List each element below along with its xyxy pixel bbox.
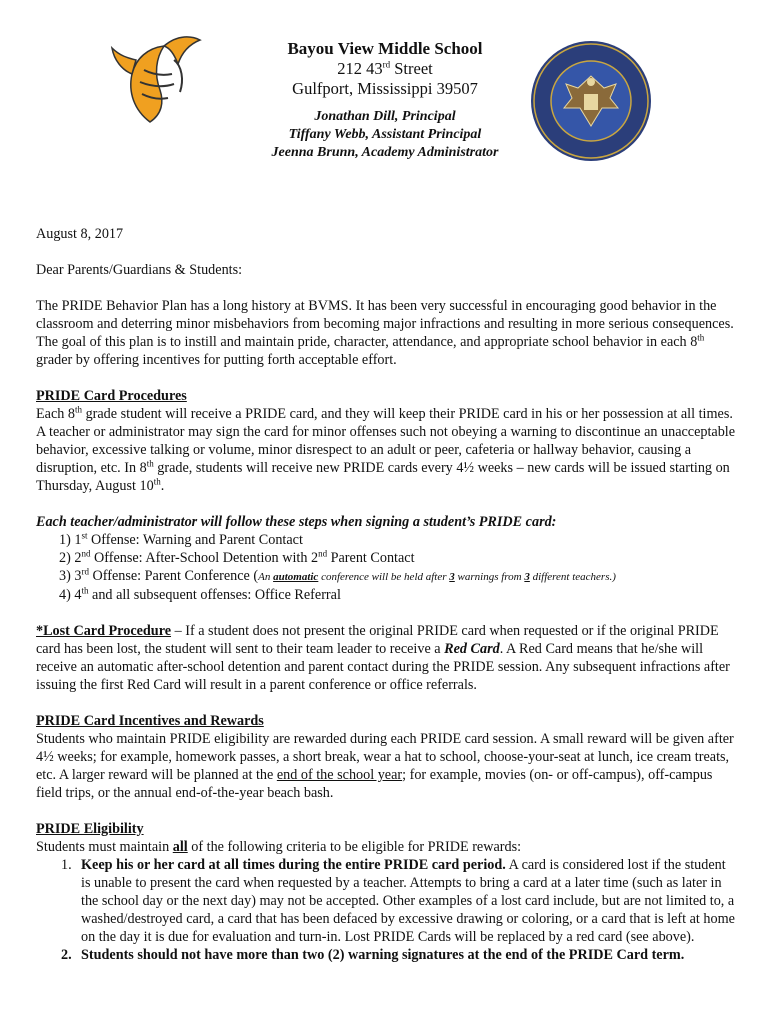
school-name: Bayou View Middle School (287, 39, 483, 58)
academy-admin-line: Jeenna Brunn, Academy Administrator (271, 145, 499, 160)
letterhead (180, 38, 590, 162)
procedures-title: PRIDE Card Procedures (36, 388, 187, 404)
intro-paragraph: The PRIDE Behavior Plan has a long history at BVMS. It has been very successful in encouraging good behavior in the classroom and deterring minor misbehaviors from becoming major infractions and resulting in more serious consequences. The goal of this plan is to instill and maintain pride, character, attendance, and appropriate school behavior in each 8th grader by offering incentives for putting forth acceptable effort. (36, 298, 734, 368)
principal-line: Jonathan Dill, Principal (314, 109, 456, 124)
eligibility-criteria-list (36, 856, 736, 964)
list-item: 2) 2nd Offense: After-School Detention with 2nd Parent Contact (59, 548, 415, 566)
lost-card-paragraph: *Lost Card Procedure – If a student does not present the original PRIDE card when requested or if the original PRIDE card has been lost, the student will sent to their team leader to receive a Red Card. A Red Card means that he/she will receive an automatic after-school detention and parent contact during the PRIDE session. Any subsequent infractions after issuing the first Red Card will result in a parent conference or office referrals. (36, 623, 730, 693)
letter-date: August 8, 2017 (36, 226, 124, 242)
school-city: Gulfport, Mississippi 39507 (292, 79, 478, 98)
list-item: 4) 4th and all subsequent offenses: Office Referral (59, 585, 341, 603)
list-item: 3) 3rd Offense: Parent Conference (An automatic conference will be held after 3 warnings from 3 different teachers.) (59, 566, 616, 584)
incentives-title: PRIDE Card Incentives and Rewards (36, 713, 264, 729)
staff-list (180, 108, 590, 162)
salutation: Dear Parents/Guardians & Students: (36, 262, 243, 278)
eligibility-intro: Students must maintain all of the following criteria to be eligible for PRIDE rewards: (36, 839, 522, 855)
assistant-principal-line: Tiffany Webb, Assistant Principal (288, 127, 482, 142)
eligibility-title: PRIDE Eligibility (36, 821, 144, 837)
letter-body (36, 225, 736, 964)
steps-title: Each teacher/administrator will follow these steps when signing a student’s PRIDE card: (36, 514, 557, 530)
procedures-paragraph: Each 8th grade student will receive a PRIDE card, and they will keep their PRIDE card in his or her possession at all times. A teacher or administrator may sign the card for minor offenses such not obeying a warning to discontinue an unacceptable behavior, excessive talking or volume, minor disrespect to an adult or peer, cafeteria or hallway behavior, causing a disruption, etc. In 8th grade, students will receive new PRIDE cards every 4½ weeks – new cards will be issued starting on Thursday, August 10th. (36, 404, 736, 494)
list-item: 1. Keep his or her card at all times during the entire PRIDE card period. A card is considered lost if the student is unable to present the card when requested by a teacher. Attempts to bring a card at a later time (such as later in the school day or the next day) may not be accepted. Other examples of a lost card include, but are not limited to, a washed/destroyed card, a card that has been defaced by excessive drawing or coloring, or a card that is left at home on the day it is due for evaluation and turn-in. Lost PRIDE Cards will be replaced by a red card (see above). (61, 857, 735, 945)
incentives-paragraph: Students who maintain PRIDE eligibility are rewarded during each PRIDE card session. A small reward will be given after 4½ weeks; for example, homework passes, a short break, wear a hat to school, choose-your-seat at lunch, ice cream treats, etc. A larger reward will be planned at the end of the school year; for example, movies (on- or off-campus), off-campus field trips, or the annual end-of-the-year beach bash. (36, 731, 734, 801)
offense-steps-list (36, 531, 736, 604)
list-item: 2. Students should not have more than two (2) warning signatures at the end of the PRIDE Card term. (61, 947, 685, 963)
school-street: 212 43rd Street (337, 59, 433, 78)
list-item: 1) 1st Offense: Warning and Parent Contact (59, 530, 303, 548)
